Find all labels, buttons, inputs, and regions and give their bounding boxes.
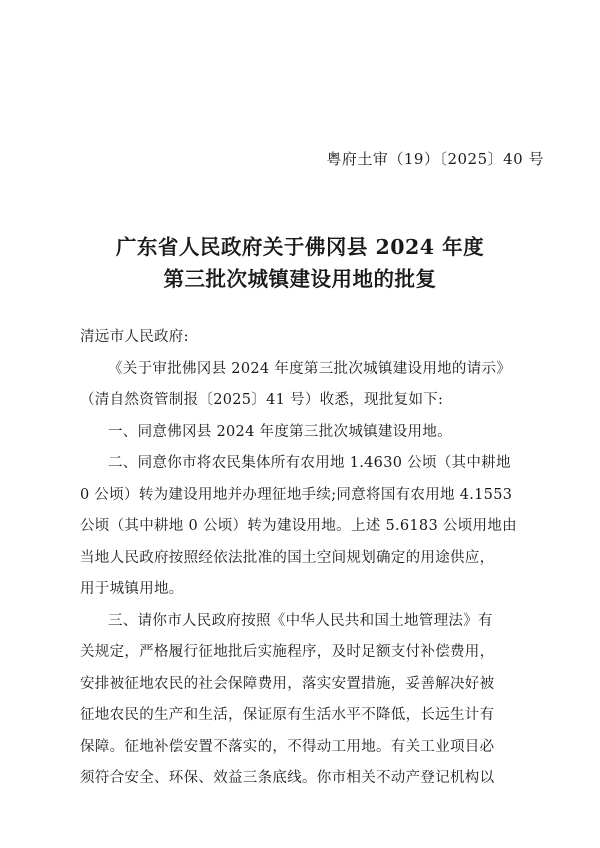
body-line: 保障。征地补偿安置不落实的，不得动工用地。有关工业项目必 — [80, 738, 495, 755]
body-line: 须符合安全、环保、效益三条底线。你市相关不动产登记机构以 — [80, 770, 495, 786]
body-line: 安排被征地农民的社会保障费用，落实安置措施，妥善解决好被 — [80, 675, 495, 692]
body-line: 二、同意你市将农民集体所有农用地 1.4630 公顷（其中耕地 — [108, 455, 511, 471]
body-line: 关规定，严格履行征地批后实施程序，及时足额支付补偿费用， — [80, 644, 495, 660]
document-number: 粤府土审（19）〔2025〕40 号 — [326, 150, 544, 168]
body-line: 三、请你市人民政府按照《中华人民共和国土地管理法》有 — [108, 612, 493, 629]
body-line: 一、同意佛冈县 2024 年度第三批次城镇建设用地。 — [108, 423, 452, 440]
addressee: 清远市人民政府: — [80, 329, 189, 345]
body-line: （清自然资管制报〔2025〕41 号）收悉，现批复如下: — [80, 392, 444, 408]
body-line: 0 公顷）转为建设用地并办理征地手续;同意将国有农用地 4.1553 — [80, 486, 513, 503]
body-line: 《关于审批佛冈县 2024 年度第三批次城镇建设用地的请示》 — [108, 360, 512, 377]
body-line: 当地人民政府按照经依法批准的国土空间规划确定的用途供应， — [80, 549, 495, 566]
document-title-line-2: 第三批次城镇建设用地的批复 — [163, 267, 437, 291]
body-line: 用于城镇用地。 — [80, 581, 184, 597]
document-title-line-1: 广东省人民政府关于佛冈县 2024 年度 — [115, 235, 485, 259]
body-line: 公顷（其中耕地 0 公顷）转为建设用地。上述 5.6183 公顷用地由 — [80, 518, 517, 534]
document-body — [80, 322, 530, 795]
body-line: 征地农民的生产和生活，保证原有生活水平不降低，长远生计有 — [80, 707, 495, 723]
